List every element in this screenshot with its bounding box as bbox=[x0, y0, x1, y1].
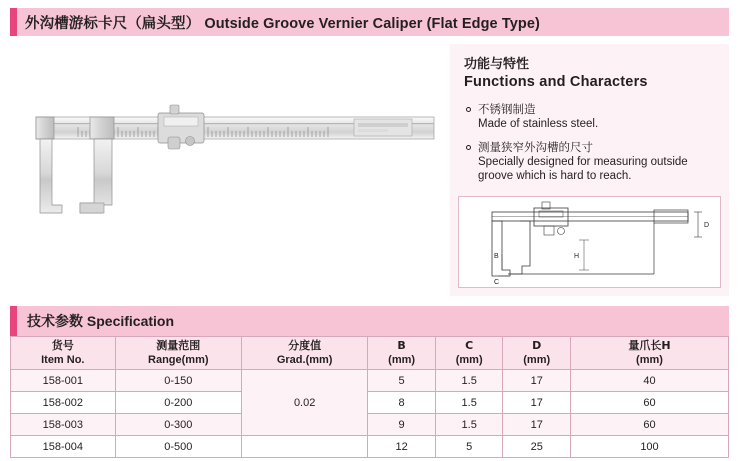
bullet-icon bbox=[466, 107, 471, 112]
cell-b: 8 bbox=[368, 392, 436, 414]
features-panel bbox=[450, 44, 729, 296]
column-header-en: (mm) bbox=[455, 354, 483, 366]
cell-item-no: 158-001 bbox=[11, 370, 116, 392]
features-heading-cn: 功能与特性 bbox=[464, 57, 530, 72]
cell-b: 5 bbox=[368, 370, 436, 392]
cell-d: 17 bbox=[503, 392, 571, 414]
column-header-cn: 分度值 bbox=[288, 339, 322, 352]
cell-range: 0-200 bbox=[115, 392, 241, 414]
specification-table bbox=[10, 336, 729, 458]
table-row bbox=[11, 414, 729, 436]
cell-b: 12 bbox=[368, 436, 436, 458]
column-header-b bbox=[368, 337, 436, 370]
cell-h: 60 bbox=[570, 392, 728, 414]
specification-heading-bar bbox=[10, 306, 729, 336]
bullet-icon bbox=[466, 145, 471, 150]
features-heading-en: Functions and Characters bbox=[464, 74, 648, 90]
spec-heading-en: Specification bbox=[86, 313, 175, 329]
list-item bbox=[466, 102, 719, 131]
title-accent-bar bbox=[10, 8, 17, 36]
cell-c: 1.5 bbox=[435, 414, 503, 436]
table-row bbox=[11, 392, 729, 414]
cell-item-no: 158-002 bbox=[11, 392, 116, 414]
column-header-cn: 测量范围 bbox=[156, 339, 201, 352]
page-title-cn: 外沟槽游标卡尺（扁头型） bbox=[25, 15, 201, 32]
column-header-cn: B bbox=[397, 339, 406, 352]
feature-text-cn: 不锈钢制造 bbox=[478, 102, 536, 116]
technical-drawing bbox=[458, 196, 721, 288]
cell-graduation-empty bbox=[241, 436, 367, 458]
table-header-row bbox=[11, 337, 729, 370]
table-row bbox=[11, 436, 729, 458]
cell-range: 0-150 bbox=[115, 370, 241, 392]
cell-range: 0-500 bbox=[115, 436, 241, 458]
feature-text-en: Made of stainless steel. bbox=[478, 118, 599, 130]
cell-item-no: 158-003 bbox=[11, 414, 116, 436]
column-header-range bbox=[115, 337, 241, 370]
page-title bbox=[17, 12, 540, 33]
cell-graduation: 0.02 bbox=[241, 370, 367, 436]
feature-text-en: Specially designed for measuring outside groove which is hard to reach. bbox=[478, 156, 688, 182]
column-header-cn: 货号 bbox=[51, 339, 74, 352]
cell-h: 60 bbox=[570, 414, 728, 436]
product-image-area bbox=[10, 44, 442, 296]
column-header-item-no bbox=[11, 337, 116, 370]
cell-b: 9 bbox=[368, 414, 436, 436]
dimension-label-c: C bbox=[494, 279, 500, 286]
cell-d: 17 bbox=[503, 414, 571, 436]
dimension-label-d: D bbox=[704, 222, 710, 229]
column-header-graduation bbox=[241, 337, 367, 370]
features-list bbox=[450, 102, 729, 183]
list-item bbox=[466, 140, 719, 183]
cell-c: 5 bbox=[435, 436, 503, 458]
cell-h: 40 bbox=[570, 370, 728, 392]
feature-text-cn: 测量狭窄外沟槽的尺寸 bbox=[478, 140, 593, 154]
cell-c: 1.5 bbox=[435, 392, 503, 414]
column-header-cn: D bbox=[532, 339, 542, 352]
cell-item-no: 158-004 bbox=[11, 436, 116, 458]
specification-heading bbox=[17, 311, 174, 331]
column-header-jaw-length bbox=[570, 337, 728, 370]
page-title-bar bbox=[10, 8, 729, 36]
column-header-en: (mm) bbox=[523, 354, 551, 366]
table-row bbox=[11, 370, 729, 392]
page-title-en: Outside Groove Vernier Caliper (Flat Edge Type) bbox=[204, 15, 540, 32]
cell-range: 0-300 bbox=[115, 414, 241, 436]
column-header-en: Grad.(mm) bbox=[276, 354, 333, 366]
column-header-en: (mm) bbox=[388, 354, 416, 366]
features-heading bbox=[450, 44, 729, 92]
cell-c: 1.5 bbox=[435, 370, 503, 392]
column-header-en: Item No. bbox=[41, 354, 85, 366]
spec-accent-bar bbox=[10, 306, 17, 336]
column-header-cn: 量爪长H bbox=[628, 339, 671, 352]
column-header-cn: C bbox=[465, 339, 474, 352]
vernier-caliper-photo bbox=[18, 99, 438, 219]
dimension-label-b: B bbox=[494, 253, 499, 260]
column-header-c bbox=[435, 337, 503, 370]
spec-heading-cn: 技术参数 bbox=[27, 314, 83, 330]
column-header-d bbox=[503, 337, 571, 370]
cell-d: 25 bbox=[503, 436, 571, 458]
dimension-label-h: H bbox=[574, 253, 580, 260]
column-header-en: (mm) bbox=[636, 354, 663, 366]
column-header-en: Range(mm) bbox=[148, 354, 209, 366]
cell-h: 100 bbox=[570, 436, 728, 458]
cell-d: 17 bbox=[503, 370, 571, 392]
